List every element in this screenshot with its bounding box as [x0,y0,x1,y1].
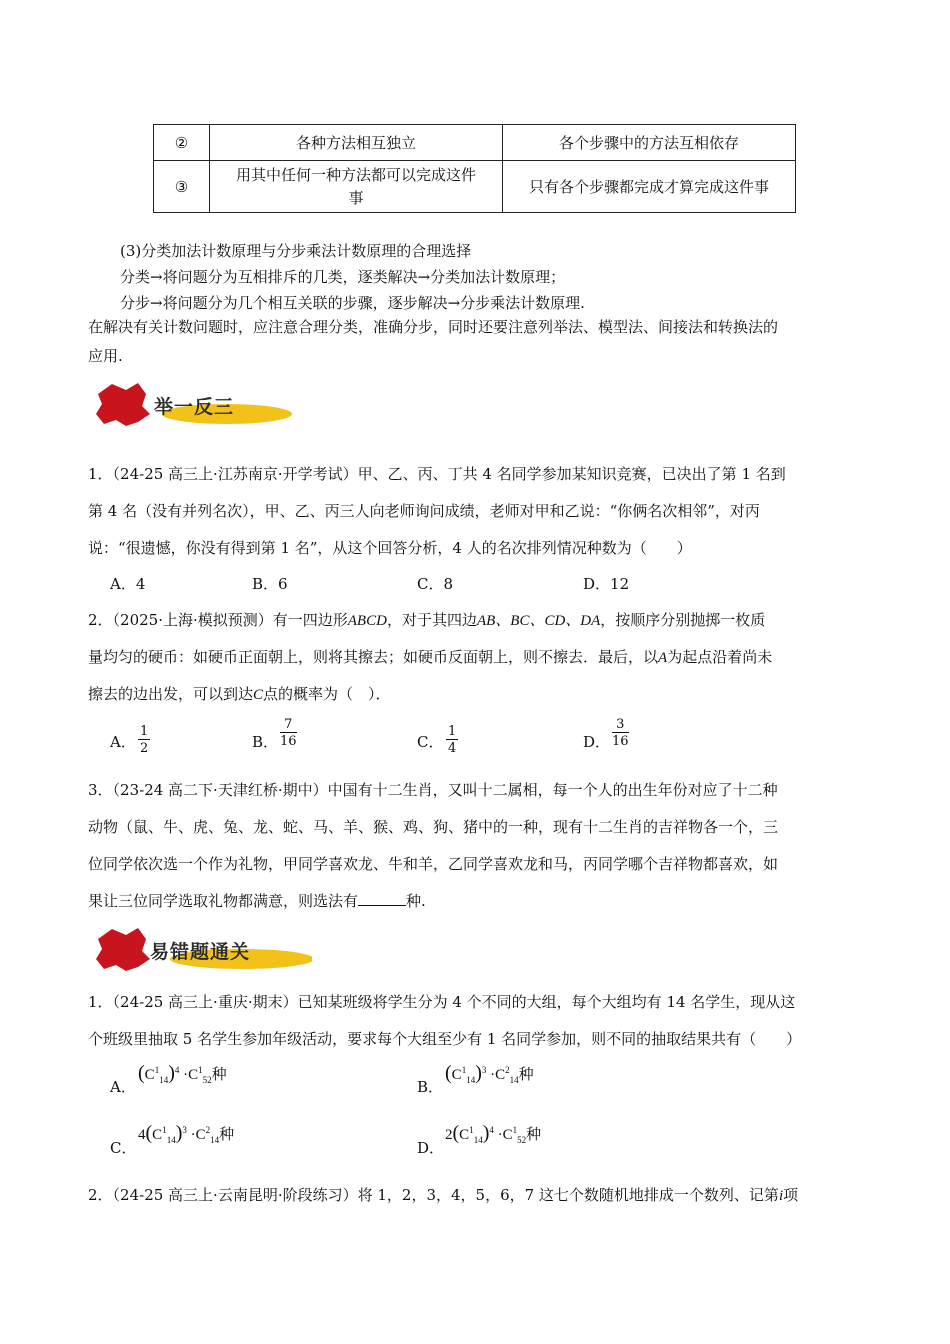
numerator: 3 [612,717,629,733]
question-line [88,683,391,704]
option-b-label: B． [417,1078,444,1096]
option-d-fraction [612,717,629,750]
table-cell: 只有各个步骤都完成才算完成这件事 [503,161,796,213]
banner-title: 易错题通关 [150,941,251,963]
text-line: 在解决有关计数问题时，应注意合理分类，准确分步，同时还要注意列举法、模型法、间接法和转换法的 [88,318,779,336]
option-a-label: A． [110,1078,136,1096]
cell-line: 用其中任何一种方法都可以完成这件 [235,165,476,184]
option-b-fraction [280,717,297,750]
math-text: A [658,650,668,666]
text-run: 果让三位同学选取礼物都满意，则选法有 [88,892,359,910]
question-line: 说：“很遗憾，你没有得到第 1 名”，从这个回答分析，4 人的名次排列情况种数为（ ） [88,539,692,557]
text-run: 量均匀的硬币：如硬币正面朝上，则将其擦去；如硬币反面朝上，则不擦去．最后，以 [88,648,659,666]
option-b: B．6 [252,575,288,593]
question-line: 个班级里抽取 5 名学生参加年级活动，要求每个大组至少有 1 名同学参加，则不同的抽取结果共有（ ） [88,1030,802,1048]
option-d: D．12 [583,575,630,593]
question-line: 3．（23-24 高二下·天津红桥·期中）中国有十二生肖，又叫十二属相，每一个人的出生年份对应了十二种 [88,781,778,799]
option-c-formula: $4(C^1_{14})^3 \cdot C^2_{14}$种 [138,1122,235,1145]
section-heading: (3)分类加法计数原理与分步乘法计数原理的合理选择 [120,242,472,260]
table-row [154,125,796,161]
option-c-label: C． [417,733,444,751]
text-line: 应用. [88,347,123,365]
numerator: 1 [140,724,149,739]
denominator: 16 [280,734,297,749]
table-row [154,161,796,213]
row-number: ③ [154,161,210,213]
cell-line: 事 [348,188,364,207]
math-text: C [253,687,264,703]
question-line [88,890,426,911]
option-a-label: A． [110,733,136,751]
option-c-label: C． [110,1139,137,1157]
numerator: 1 [448,724,457,739]
question-line [88,1184,798,1205]
question-line: 1．（24-25 高三上·江苏南京·开学考试）甲、乙、丙、丁共 4 名同学参加某知识竞赛，已决出了第 1 名到 [88,465,786,483]
question-line: 1．（24-25 高三上·重庆·期末）已知某班级将学生分为 4 个不同的大组，每个大组均有 14 名学生，现从这 [88,993,796,1011]
text-run: 为起点沿着尚未 [667,648,773,666]
table-cell [210,161,503,213]
banner-title: 举一反三 [154,396,235,418]
text-line: 分类→将问题分为互相排斥的几类，逐类解决→分类加法计数原理； [120,268,566,286]
section-banner [92,380,312,432]
question-line: 第 4 名（没有并列名次），甲、乙、丙三人向老师询问成绩，老师对甲和乙说：“你俩名次相邻”，对丙 [88,502,760,520]
denominator: 2 [140,741,149,756]
text-run: 种. [406,892,426,910]
denominator: 16 [612,734,629,749]
math-text: ABCD [347,613,387,629]
table-cell: 各个步骤中的方法互相依存 [503,125,796,161]
text-run: 2．（2025·上海·模拟预测）有一四边形 [88,611,348,629]
text-run: 项 [783,1186,799,1204]
option-b-formula: $(C^1_{14})^3 \cdot C^2_{14}$种 [445,1062,534,1085]
answer-blank[interactable] [358,891,406,906]
row-number: ② [154,125,210,161]
option-b-label: B． [252,733,279,751]
option-a-formula: $(C^1_{14})^4 \cdot C^1_{52}$种 [138,1062,227,1085]
text-line: 分步→将问题分为几个相互关联的步骤，逐步解决→分步乘法计数原理. [120,294,585,312]
option-d-formula: $2(C^1_{14})^4 \cdot C^1_{52}$种 [445,1122,542,1145]
question-line [88,646,772,667]
question-line: 位同学依次选一个作为礼物，甲同学喜欢龙、牛和羊，乙同学喜欢龙和马，丙同学哪个吉祥物都喜欢，如 [88,855,779,873]
option-d-label: D． [583,733,611,751]
text-run: ，对于其四边 [386,611,477,629]
question-line: 动物（鼠、牛、虎、兔、龙、蛇、马、羊、猴、鸡、狗、猪中的一种，现有十二生肖的吉祥物各一个，三 [88,818,779,836]
option-a: A．4 [110,575,146,593]
question-line [88,609,765,630]
text-run: ，按顺序分别抛掷一枚质 [600,611,766,629]
denominator: 4 [448,741,457,756]
text-run: 2．（24-25 高三上·云南昆明·阶段练习）将 1，2，3，4，5，6，7 这七个数随机地排成一个数列、记第 [88,1186,779,1204]
option-a-fraction [138,724,150,757]
math-text: AB、BC、CD、DA [476,613,601,629]
text-run: 点的概率为（ ）． [263,685,391,703]
math-text: i [778,1188,784,1204]
comparison-table [153,124,796,213]
numerator: 7 [280,717,297,733]
text-run: 擦去的边出发，可以到达 [88,685,254,703]
option-d-label: D． [417,1139,445,1157]
section-banner [92,925,312,977]
option-c-fraction [446,724,458,757]
option-c: C．8 [417,575,454,593]
table-cell: 各种方法相互独立 [210,125,503,161]
